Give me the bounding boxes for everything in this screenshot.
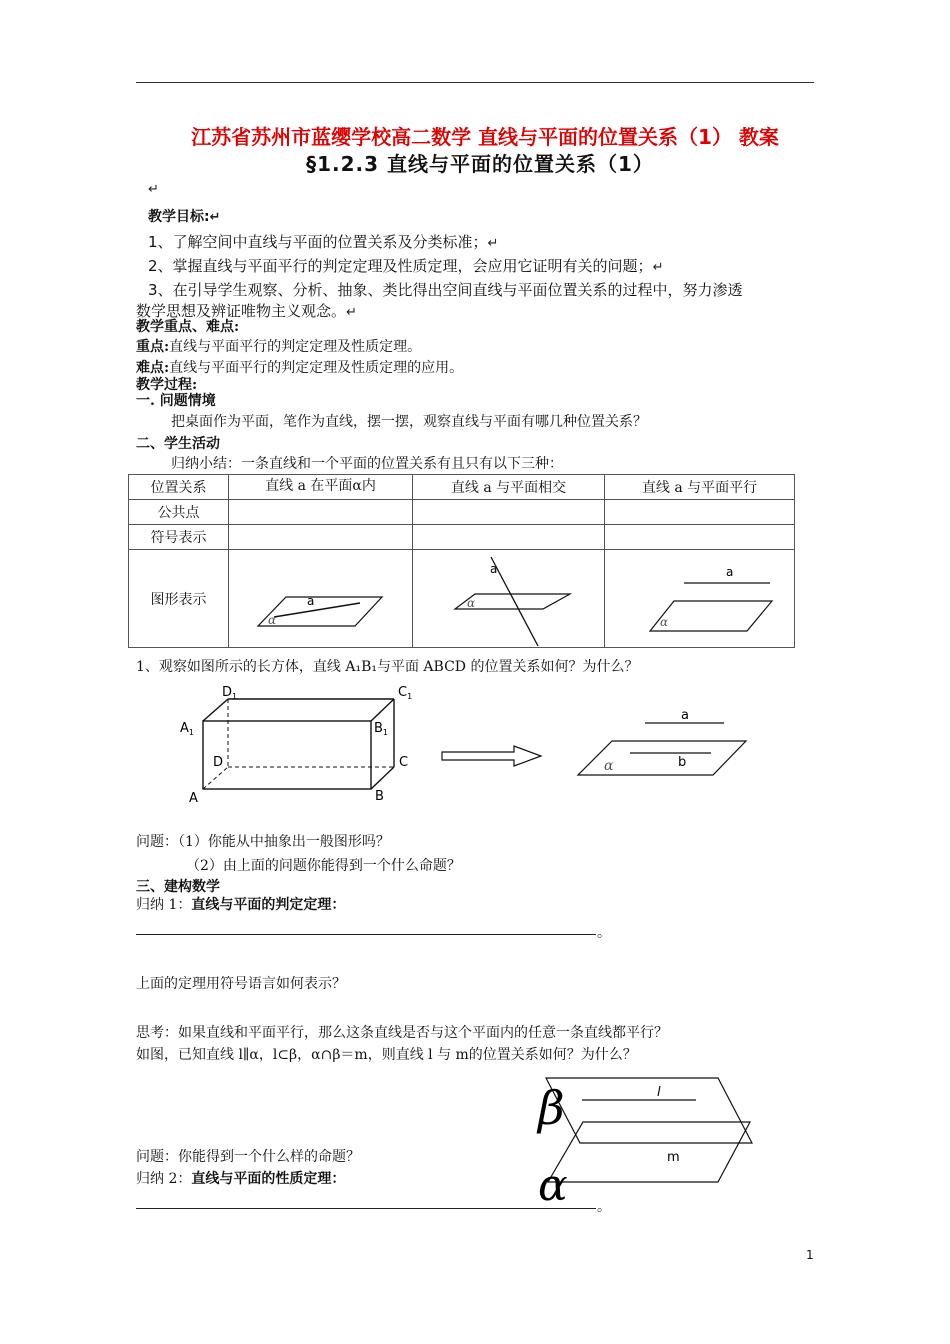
abstract-figure [578, 708, 746, 775]
keypoints-heading: 教学重点、难点: [136, 319, 240, 335]
think-question: 思考：如果直线和平面平行，那么这条直线是否与这个平面内的任意一条直线都平行？ [136, 1025, 668, 1041]
table-row-figure: 图形表示 [129, 550, 229, 648]
line-label: a [307, 594, 315, 608]
focus-line: 重点:直线与平面平行的判定定理及性质定理。 [136, 339, 422, 355]
plane-shape [650, 601, 772, 631]
fill-in-line [136, 934, 596, 935]
question-proposition: （2）由上面的问题你能得到一个什么命题？ [186, 858, 461, 874]
summary1: 归纳 1：直线与平面的判定定理： [136, 897, 346, 913]
figure-line-intersect [455, 557, 570, 646]
line-label: a [681, 708, 689, 723]
vertex-B1: $B_1$ [374, 721, 389, 737]
cuboid-edge [371, 699, 394, 721]
objective-item-3-cont: 数学思想及辨证唯物主义观念。↵ [136, 302, 357, 320]
table-header-parallel: 直线 a 与平面平行 [605, 475, 795, 500]
symbol-question: 上面的定理用符号语言如何表示？ [136, 976, 346, 992]
objectives-heading: 教学目标:↵ [148, 209, 221, 225]
line-label: b [678, 755, 687, 770]
vertex-D1: $D_1$ [222, 685, 238, 701]
table-row-common-points: 公共点 [129, 500, 229, 525]
plane-alpha-shape [548, 1122, 750, 1182]
line-l-label: l [657, 1085, 661, 1100]
alpha-label: α [538, 1160, 568, 1211]
table-header-relation: 位置关系 [129, 475, 229, 500]
two-planes-figure [536, 1078, 752, 1211]
cuboid-edge [203, 699, 228, 721]
line-shape [274, 603, 360, 617]
table-header-intersect: 直线 a 与平面相交 [413, 475, 605, 500]
plane-label: α [467, 596, 476, 610]
line-shape [491, 557, 538, 646]
end-mark: 。 [597, 1199, 611, 1215]
vertex-A: A [189, 791, 198, 806]
cuboid-edge [371, 767, 394, 789]
question-abstract: 问题：（1）你能从中抽象出一般图形吗？ [136, 834, 390, 850]
summary2: 归纳 2：直线与平面的性质定理： [136, 1171, 346, 1187]
process-heading: 教学过程: [136, 377, 198, 393]
table-row-symbol: 符号表示 [129, 525, 229, 550]
end-mark: 。 [597, 925, 611, 941]
figure-line-in-plane [258, 594, 382, 627]
paragraph-mark: ↵ [209, 210, 221, 225]
arrow-icon [442, 746, 541, 766]
question-cuboid: 1、观察如图所示的长方体，直线 A₁B₁与平面 ABCD 的位置关系如何？为什么？ [136, 659, 639, 675]
vertex-D: D [213, 755, 224, 770]
objective-item-3: 3、在引导学生观察、分析、抽象、类比得出空间直线与平面位置关系的过程中，努力渗透 [148, 281, 743, 299]
vertex-C1: $C_1$ [398, 685, 413, 701]
line-label: a [726, 565, 734, 579]
plane-label: α [660, 615, 669, 629]
section2-summary: 归纳小结：一条直线和一个平面的位置关系有且只有以下三种： [171, 456, 563, 472]
plane-label: α [268, 613, 277, 627]
beta-label: β [538, 1081, 565, 1135]
section-title: §1.2.3 直线与平面的位置关系（1） [306, 152, 654, 176]
plane-shape [258, 597, 382, 626]
cuboid-figure [180, 685, 412, 806]
figure-line-parallel [650, 565, 772, 631]
objective-item-1: 1、了解空间中直线与平面的位置关系及分类标准；↵ [148, 233, 499, 251]
paragraph-mark: ↵ [148, 182, 159, 197]
line-label: a [490, 562, 498, 576]
given-statement: 如图，已知直线 l∥α，l⊂β，α∩β＝m，则直线 l 与 m的位置关系如何？为什么？ [136, 1047, 637, 1063]
section3-heading: 三、建构数学 [136, 879, 220, 895]
plane-label: α [604, 758, 614, 774]
difficulty-line: 难点:直线与平面平行的判定定理及性质定理的应用。 [136, 360, 464, 376]
vertex-C: C [399, 755, 409, 770]
vertex-B: B [375, 789, 384, 804]
section2-heading: 二、学生活动 [136, 436, 220, 452]
section1-heading: 一. 问题情境 [136, 393, 216, 409]
section1-text: 把桌面作为平面，笔作为直线，摆一摆，观察直线与平面有哪几种位置关系？ [171, 414, 647, 430]
table-header-in-plane: 直线 a 在平面α内 [229, 475, 413, 500]
document-title: 江苏省苏州市蓝缨学校高二数学 直线与平面的位置关系（1） 教案 [191, 125, 779, 149]
line-m-label: m [667, 1150, 680, 1165]
vertex-A1: $A_1$ [180, 721, 194, 737]
proposition-question: 问题：你能得到一个什么样的命题？ [136, 1149, 360, 1165]
cuboid-hidden-edge [203, 767, 228, 789]
fill-in-line [136, 1208, 596, 1209]
page-number: 1 [806, 1248, 814, 1262]
objective-item-2: 2、掌握直线与平面平行的判定定理及性质定理，会应用它证明有关的问题；↵ [148, 257, 664, 275]
